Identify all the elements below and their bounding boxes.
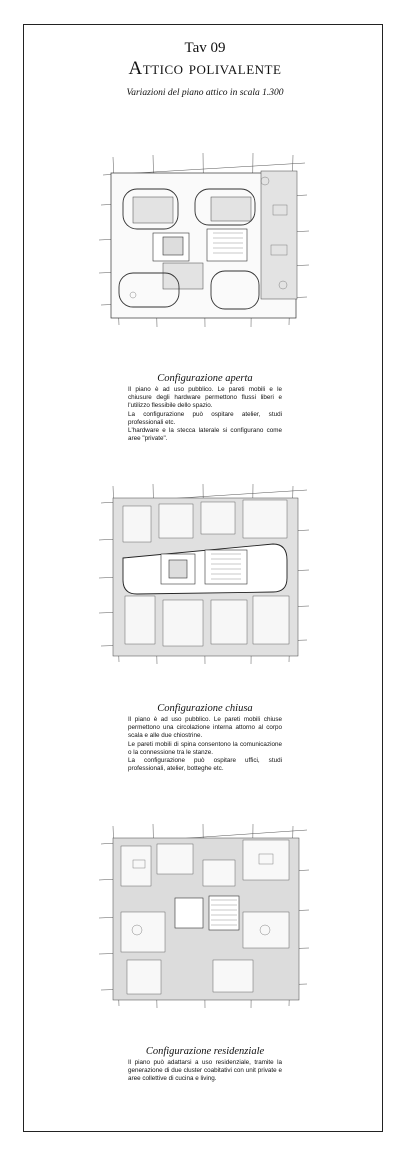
- config-paragraph: Le pareti mobili di spina consentono la comunicazione o la connessione tra le stanze.: [128, 740, 282, 756]
- config-paragraph: L'hardware e la stecca laterale si configurano come aree "private".: [128, 427, 282, 443]
- page-subtitle: Variazioni del piano attico in scala 1.300: [126, 88, 284, 98]
- config-title: Configurazione residenziale: [145, 1046, 265, 1057]
- config-description: [128, 386, 282, 443]
- config-paragraph: La configurazione può ospitare uffici, studi professionali, atelier, botteghe etc.: [128, 757, 282, 773]
- config-paragraph: La configurazione può ospitare atelier, studi professionali etc.: [128, 410, 282, 426]
- config-description: [128, 716, 282, 773]
- config-title: Configurazione chiusa: [157, 703, 253, 714]
- config-title: Configurazione aperta: [157, 373, 253, 384]
- config-paragraph: Il piano può adattarsi a uso residenziale, tramite la generazione di due cluster coabitativi con unit private e aree collettive di cucina e living.: [128, 1059, 282, 1083]
- sheet-number: Tav 09: [184, 40, 226, 56]
- floor-plan-open: [93, 145, 315, 330]
- page-title: Attico polivalente: [128, 58, 282, 79]
- floor-plan-closed: [93, 478, 315, 666]
- floor-plan-residential: [93, 820, 315, 1010]
- config-description: [128, 1059, 282, 1084]
- config-paragraph: Il piano è ad uso pubblico. Le pareti mobili chiuse permettono una circolazione interna attorno al corpo scala e alle due chiostrine.: [128, 716, 282, 740]
- config-paragraph: Il piano è ad uso pubblico. Le pareti mobili e le chiusure degli hardware permettono flussi liberi e l'utilizzo flessibile dello spazio.: [128, 386, 282, 410]
